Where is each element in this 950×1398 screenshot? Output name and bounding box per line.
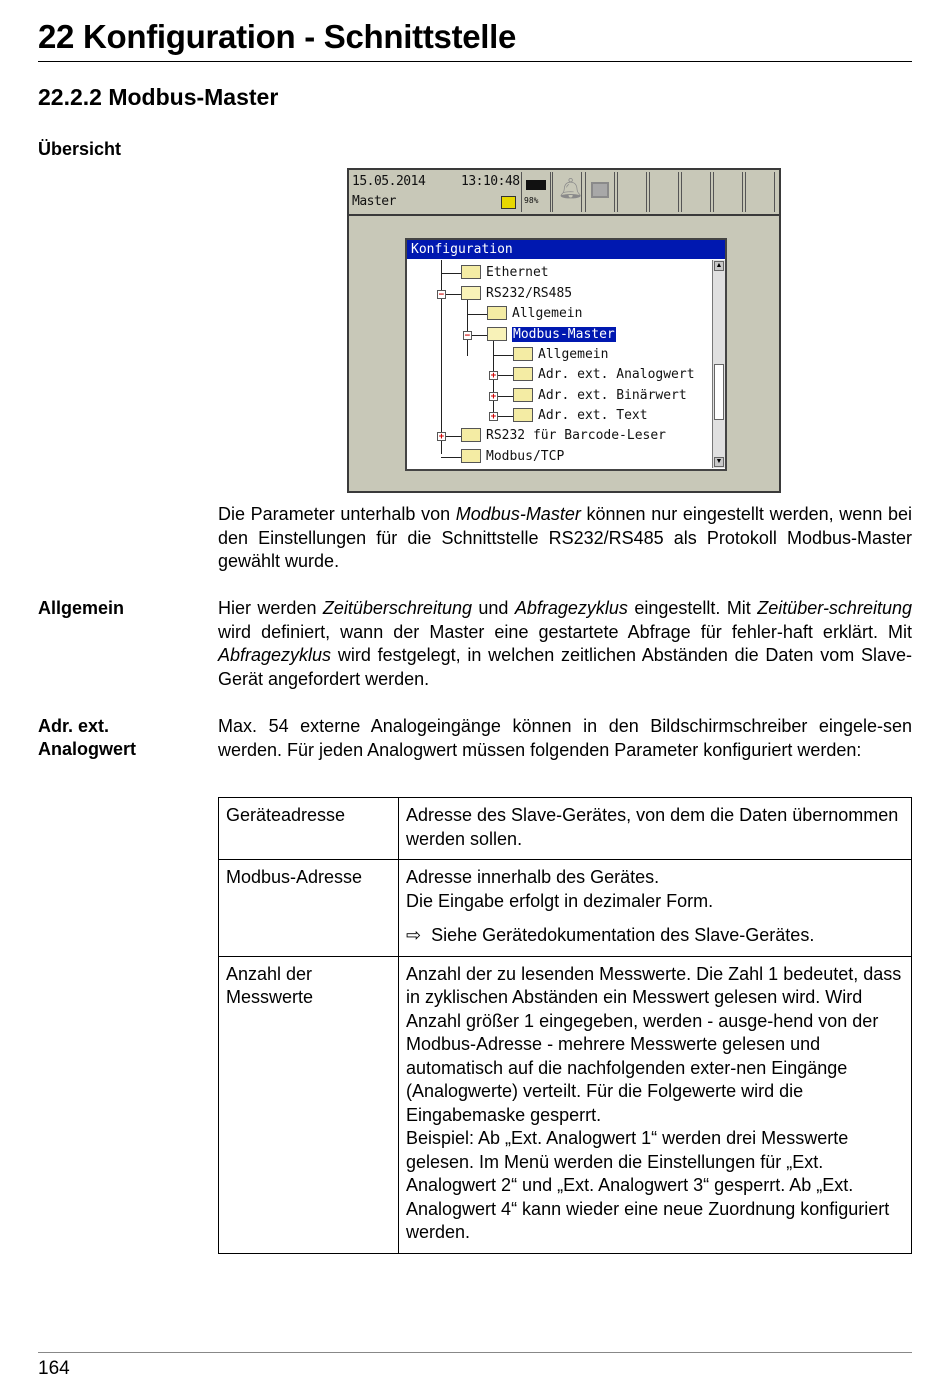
tree-item-rs232-rs485[interactable]: RS232/RS485: [461, 284, 572, 304]
folder-icon: [461, 449, 481, 463]
expand-toggle[interactable]: +: [490, 371, 497, 381]
arrow-right-icon: ⇨: [406, 925, 432, 945]
folder-icon: [513, 367, 533, 381]
device-name: Master: [352, 194, 396, 209]
analog-label: Adr. ext. Analogwert: [38, 716, 137, 759]
tree-item-ethernet[interactable]: Ethernet: [461, 263, 549, 283]
tree-item-master-allgemein[interactable]: Allgemein: [513, 345, 608, 365]
scroll-up-icon[interactable]: ▲: [715, 262, 723, 269]
device-header: [349, 170, 779, 216]
table-row: [219, 860, 912, 957]
scroll-thumb[interactable]: [714, 364, 724, 420]
folder-icon: [513, 408, 533, 422]
memory-card-icon: [526, 180, 546, 190]
analog-paragraph: Max. 54 externe Analogeingänge können in den Bildschirmschreiber eingele-sen werden. Für jeden Analogwert müssen folgenden Parameter konfiguriert werden:: [218, 716, 912, 760]
allgemein-paragraph: Hier werden Zeitüberschreitung und Abfragezyklus eingestellt. Mit Zeitüber-schreitung wird definiert, wann der Master eine gestartete Abfrage für fehler-haft erklärt. Mit Abfragezyklus wird festgelegt, in welchen zeitlichen Abständen die Daten vom Slave-Gerät angefordert werden.: [218, 598, 912, 689]
softkey-2[interactable]: [649, 172, 679, 212]
tree-item-allgemein[interactable]: Allgemein: [487, 304, 582, 324]
param-name: Anzahl der Messwerte: [219, 956, 399, 1253]
config-dialog: [405, 238, 727, 471]
table-row: [219, 798, 912, 860]
image-icon: [591, 182, 609, 198]
bell-icon: 🔔︎: [558, 178, 584, 200]
allgemein-label: Allgemein: [38, 598, 125, 618]
reference-note: ⇨ Siehe Gerätedokumentation des Slave-Gerätes.: [406, 925, 815, 945]
chapter-title: 22 Konfiguration - Schnittstelle: [38, 18, 517, 55]
device-screen: [347, 168, 781, 493]
config-tree: [407, 260, 713, 468]
alarm-button[interactable]: [552, 172, 582, 212]
device-date: 15.05.2014: [352, 174, 426, 189]
overview-label: Übersicht: [38, 139, 122, 159]
tree-item-binaerwert[interactable]: Adr. ext. Binärwert: [513, 386, 687, 406]
intro-paragraph: Die Parameter unterhalb von Modbus-Master können nur eingestellt werden, wenn bei den Einstellungen für die Schnittstelle RS232/RS485 als Protokoll Modbus-Master gewählt wurde.: [218, 504, 913, 571]
folder-icon: [487, 306, 507, 320]
expand-toggle[interactable]: +: [490, 392, 497, 402]
folder-open-icon: [487, 327, 507, 341]
tree-line: [467, 314, 487, 315]
tree-line: [493, 355, 513, 356]
folder-icon: [513, 388, 533, 402]
scroll-down-icon[interactable]: ▼: [715, 458, 723, 465]
image-button[interactable]: [585, 172, 615, 212]
device-status: [351, 172, 519, 212]
softkey-1[interactable]: [617, 172, 647, 212]
page-number: 164: [38, 1358, 70, 1379]
expand-toggle[interactable]: +: [490, 412, 497, 422]
param-name: Geräteadresse: [219, 798, 399, 860]
memory-button[interactable]: [521, 172, 551, 212]
param-desc: Anzahl der zu lesenden Messwerte. Die Zahl 1 bedeutet, dass in zyklischen Abständen ein Messwert gelesen wird. Wird Anzahl größer 1 eingegeben, werden - ausge-hend von der Modbus-Adresse - mehrere Messwerte gelesen und automatisch auf die nachfolgenden exter-nen Eingänge (Analogwerte) verteilt. Für die Folgewerte wird die Eingabemaske gesperrt. Beispiel: Ab „Ext. Analogwert 1“ werden drei Messwerte gelesen. Im Menü werden die Einstellungen für „Ext. Analogwert 2“ und „Ext. Analogwert 3“ gesperrt. Ab „Ext. Analogwert 4“ kann wieder eine neue Zuordnung konfiguriert werden.: [399, 956, 912, 1253]
tree-item-modbus-master[interactable]: Modbus-Master: [487, 325, 616, 345]
folder-icon: [461, 265, 481, 279]
folder-icon: [461, 428, 481, 442]
tree-line: [441, 457, 461, 458]
expand-toggle[interactable]: +: [438, 432, 445, 442]
tree-line: [441, 273, 461, 274]
tree-item-barcode[interactable]: RS232 für Barcode-Leser: [461, 426, 666, 446]
parameter-table: [218, 797, 912, 1254]
header-rule: [38, 61, 912, 62]
softkey-5[interactable]: [745, 172, 775, 212]
softkey-4[interactable]: [713, 172, 743, 212]
param-name: Modbus-Adresse: [219, 860, 399, 957]
folder-open-icon: [461, 286, 481, 300]
param-desc: Adresse innerhalb des Gerätes. Die Eingabe erfolgt in dezimaler Form. ⇨ Siehe Gerätedokumentation des Slave-Gerätes.: [399, 860, 912, 957]
footer-rule: [38, 1352, 912, 1353]
tree-item-text[interactable]: Adr. ext. Text: [513, 406, 648, 426]
collapse-toggle[interactable]: −: [464, 331, 471, 341]
memory-percent: 98%: [524, 196, 539, 205]
param-desc: Adresse des Slave-Gerätes, von dem die Daten übernommen werden sollen.: [399, 798, 912, 860]
softkey-3[interactable]: [681, 172, 711, 212]
lock-icon: [501, 196, 516, 209]
tree-item-analogwert[interactable]: Adr. ext. Analogwert: [513, 365, 695, 385]
table-row: [219, 956, 912, 1253]
tree-item-modbus-tcp[interactable]: Modbus/TCP: [461, 447, 564, 467]
tree-scrollbar[interactable]: [712, 260, 725, 468]
dialog-title: Konfiguration: [407, 240, 725, 259]
section-title: 22.2.2 Modbus-Master: [38, 84, 279, 110]
folder-icon: [513, 347, 533, 361]
collapse-toggle[interactable]: −: [438, 290, 445, 300]
device-time: 13:10:48: [461, 174, 520, 189]
